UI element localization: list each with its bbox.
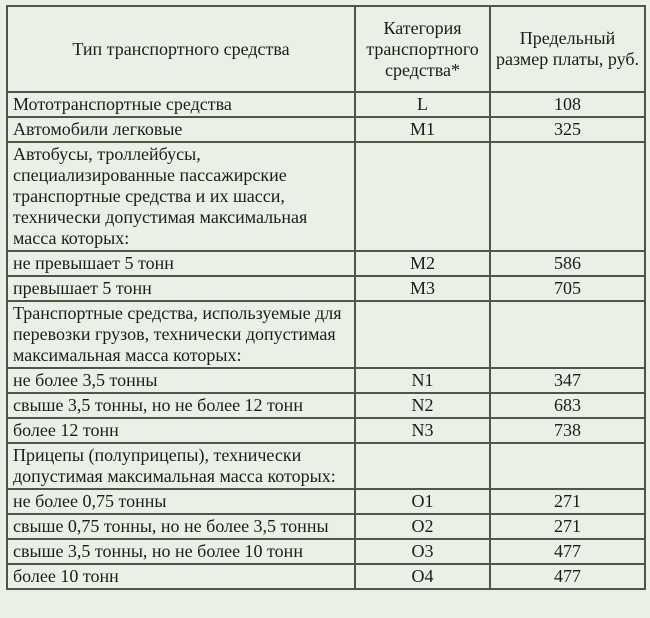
table-row [7, 539, 645, 564]
table-group-row [7, 301, 645, 368]
vehicle-type-cell: свыше 3,5 тонны, но не более 12 тонн [7, 393, 355, 418]
fee-cell [490, 301, 645, 368]
fee-cell [490, 142, 645, 251]
col-header-category: Категория транспортного средства* [355, 6, 490, 92]
fee-cell: 271 [490, 489, 645, 514]
fee-cell: 683 [490, 393, 645, 418]
vehicle-type-cell: не более 3,5 тонны [7, 368, 355, 393]
table-group-row [7, 142, 645, 251]
category-cell: L [355, 92, 490, 117]
fee-cell: 586 [490, 251, 645, 276]
category-cell [355, 142, 490, 251]
vehicle-type-cell: Прицепы (полуприцепы), технически допустимая максимальная масса которых: [7, 443, 355, 489]
fee-cell: 325 [490, 117, 645, 142]
vehicle-type-cell: свыше 3,5 тонны, но не более 10 тонн [7, 539, 355, 564]
table-row [7, 418, 645, 443]
fee-cell: 477 [490, 564, 645, 589]
fee-cell [490, 443, 645, 489]
category-cell: O1 [355, 489, 490, 514]
vehicle-type-cell: Мототранспортные средства [7, 92, 355, 117]
category-cell: M1 [355, 117, 490, 142]
col-header-vehicle-type: Тип транспортного средства [7, 6, 355, 92]
category-cell: O3 [355, 539, 490, 564]
vehicle-type-cell: не более 0,75 тонны [7, 489, 355, 514]
vehicle-type-cell: превышает 5 тонн [7, 276, 355, 301]
category-cell [355, 301, 490, 368]
col-header-fee: Предельный размер платы, руб. [490, 6, 645, 92]
fee-cell: 271 [490, 514, 645, 539]
category-cell [355, 443, 490, 489]
category-cell: N3 [355, 418, 490, 443]
category-cell: O2 [355, 514, 490, 539]
category-cell: O4 [355, 564, 490, 589]
category-cell: M2 [355, 251, 490, 276]
table-row [7, 117, 645, 142]
table-header-row [7, 6, 645, 92]
vehicle-type-cell: Автомобили легковые [7, 117, 355, 142]
category-cell: M3 [355, 276, 490, 301]
table-row [7, 368, 645, 393]
vehicle-type-cell: Автобусы, троллейбусы, специализированные пассажирские транспортные средства и их шасси, технически допустимая максимальная масса которых: [7, 142, 355, 251]
table-group-row [7, 443, 645, 489]
vehicle-type-cell: не превышает 5 тонн [7, 251, 355, 276]
vehicle-type-cell: Транспортные средства, используемые для перевозки грузов, технически допустимая максимальная масса которых: [7, 301, 355, 368]
fee-cell: 738 [490, 418, 645, 443]
category-cell: N2 [355, 393, 490, 418]
vehicle-type-cell: более 10 тонн [7, 564, 355, 589]
category-cell: N1 [355, 368, 490, 393]
fee-cell: 347 [490, 368, 645, 393]
vehicle-type-cell: более 12 тонн [7, 418, 355, 443]
table-row [7, 393, 645, 418]
table-row [7, 276, 645, 301]
fee-cell: 477 [490, 539, 645, 564]
fee-cell: 705 [490, 276, 645, 301]
table-row [7, 92, 645, 117]
fee-cell: 108 [490, 92, 645, 117]
table-row [7, 489, 645, 514]
table-row [7, 251, 645, 276]
table-row [7, 514, 645, 539]
vehicle-fee-table [6, 5, 646, 590]
table-row [7, 564, 645, 589]
vehicle-type-cell: свыше 0,75 тонны, но не более 3,5 тонны [7, 514, 355, 539]
